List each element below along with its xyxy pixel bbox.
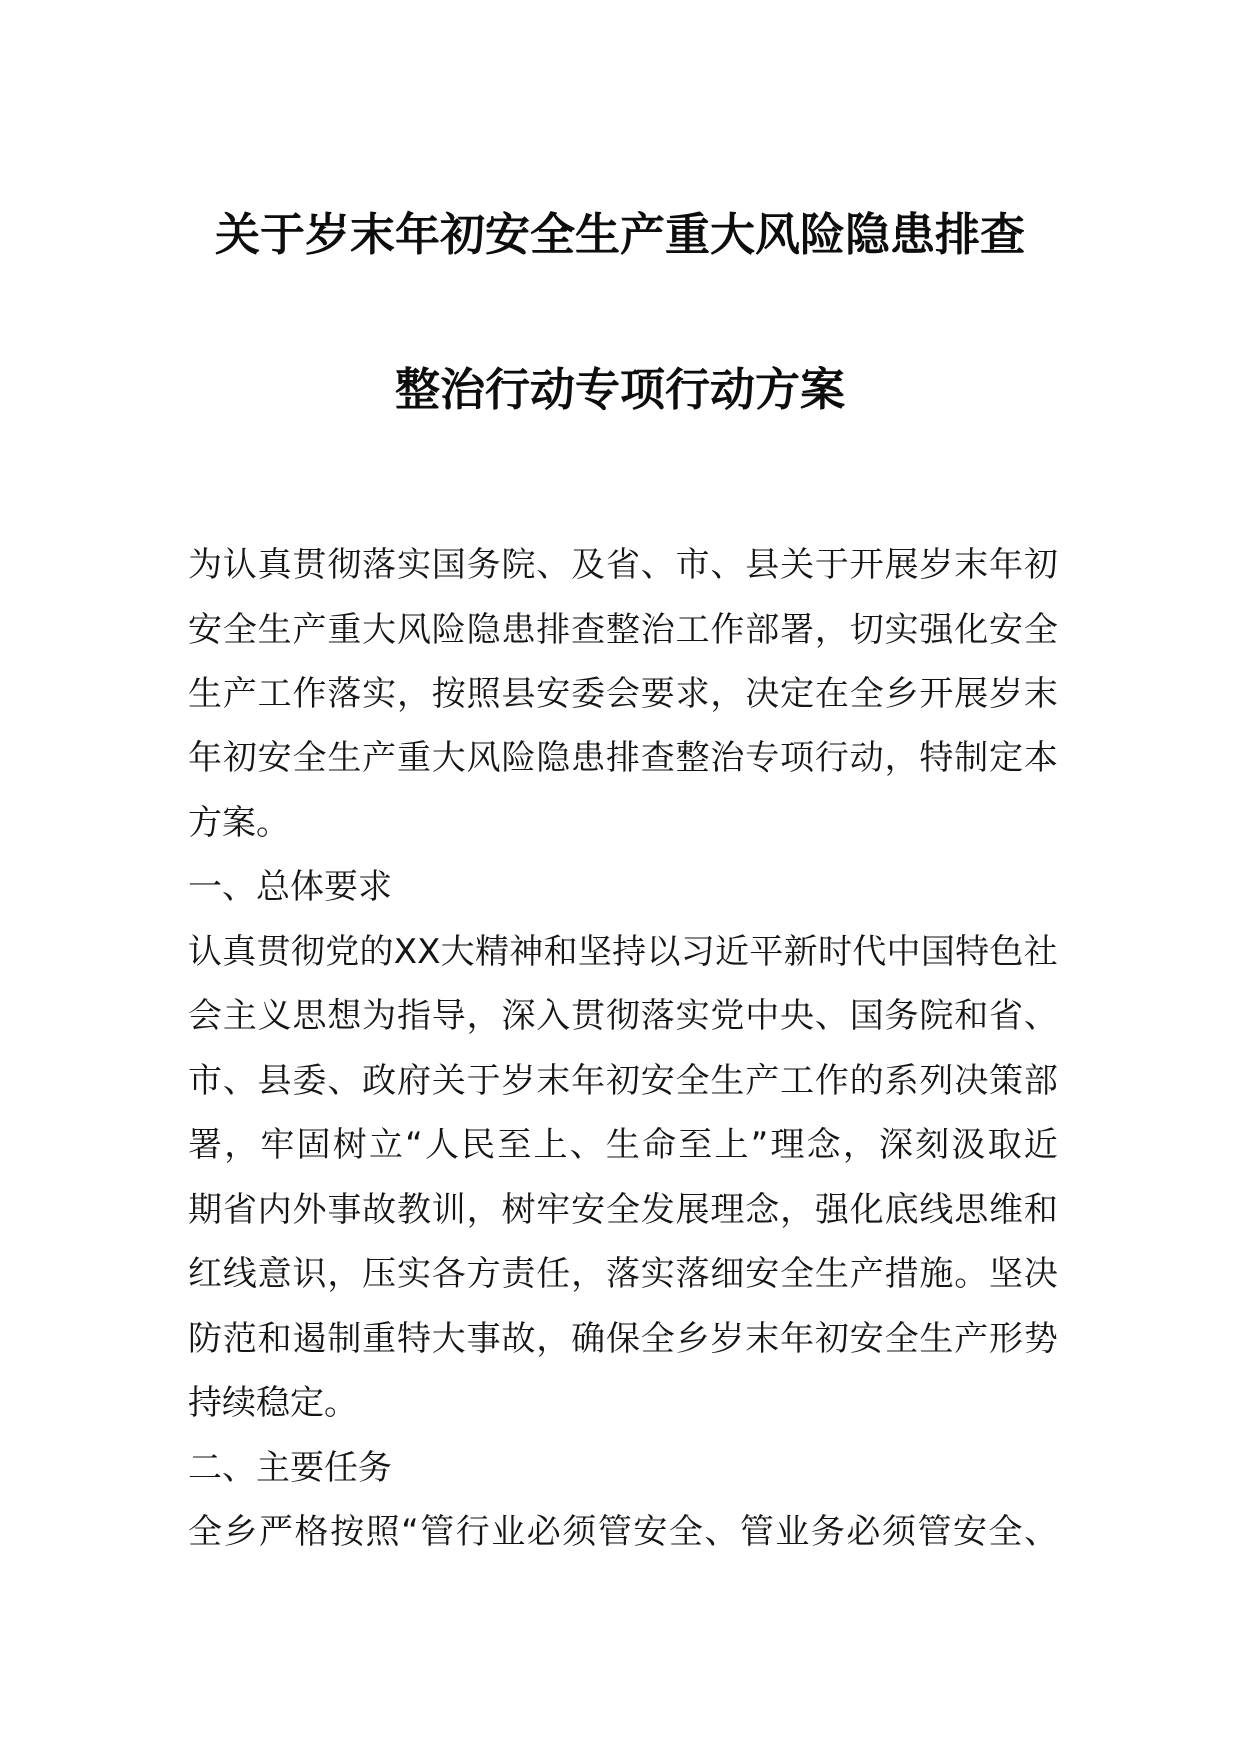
document-title-line-1: 关于岁末年初安全生产重大风险隐患排查 <box>214 208 1025 261</box>
section-1-line-4: 署 ， 牢 固 树 立 “ 人 民 至 上 、 生 命 至 上 ” 理 念 ， 深 刻 汲 取 近 <box>188 1125 1058 1165</box>
section-1-line-7: 防 范 和 遏 制 重 特 大 事 故 ， 确 保 全 乡 岁 末 年 初 安 全 生 产 形 势 <box>188 1319 1058 1359</box>
section-1-line-3: 市 、 县 委 、 政 府 关 于 岁 末 年 初 安 全 生 产 工 作 的 系 列 决 策 部 <box>188 1061 1058 1101</box>
section-1-heading: 一、总体要求 <box>188 867 392 907</box>
intro-line-1: 为 认 真 贯 彻 落 实 国 务 院 、 及 省 、 市 、 县 关 于 开 展 岁 末 年 初 <box>188 545 1058 585</box>
section-2-line-1: 全 乡 严 格 按 照 “ 管 行 业 必 须 管 安 全 、 管 业 务 必 须 管 安 全 、 <box>188 1512 1058 1552</box>
intro-line-2: 安 全 生 产 重 大 风 险 隐 患 排 查 整 治 工 作 部 署 ， 切 实 强 化 安 全 <box>188 610 1058 650</box>
section-1-line-6: 红 线 意 识 ， 压 实 各 方 责 任 ， 落 实 落 细 安 全 生 产 措 施 。 坚 决 <box>188 1254 1058 1294</box>
section-1-line-8: 持续稳定。 <box>188 1383 358 1423</box>
section-2-heading: 二、主要任务 <box>188 1448 392 1488</box>
intro-line-5: 方案。 <box>188 803 290 843</box>
section-1-line-5: 期 省 内 外 事 故 教 训 ， 树 牢 安 全 发 展 理 念 ， 强 化 底 线 思 维 和 <box>188 1190 1058 1230</box>
intro-line-3: 生 产 工 作 落 实 ， 按 照 县 安 委 会 要 求 ， 决 定 在 全 乡 开 展 岁 末 <box>188 674 1058 714</box>
document-title-line-2: 整治行动专项行动方案 <box>394 363 845 416</box>
section-1-line-2: 会 主 义 思 想 为 指 导 ， 深 入 贯 彻 落 实 党 中 央 、 国 务 院 和 省 、 <box>188 996 1058 1036</box>
intro-line-4: 年 初 安 全 生 产 重 大 风 险 隐 患 排 查 整 治 专 项 行 动 ， 特 制 定 本 <box>188 738 1058 778</box>
section-1-line-1: 认 真 贯 彻 党 的 XX 大 精 神 和 坚 持 以 习 近 平 新 时 代 中 国 特 色 社 <box>188 932 1058 972</box>
